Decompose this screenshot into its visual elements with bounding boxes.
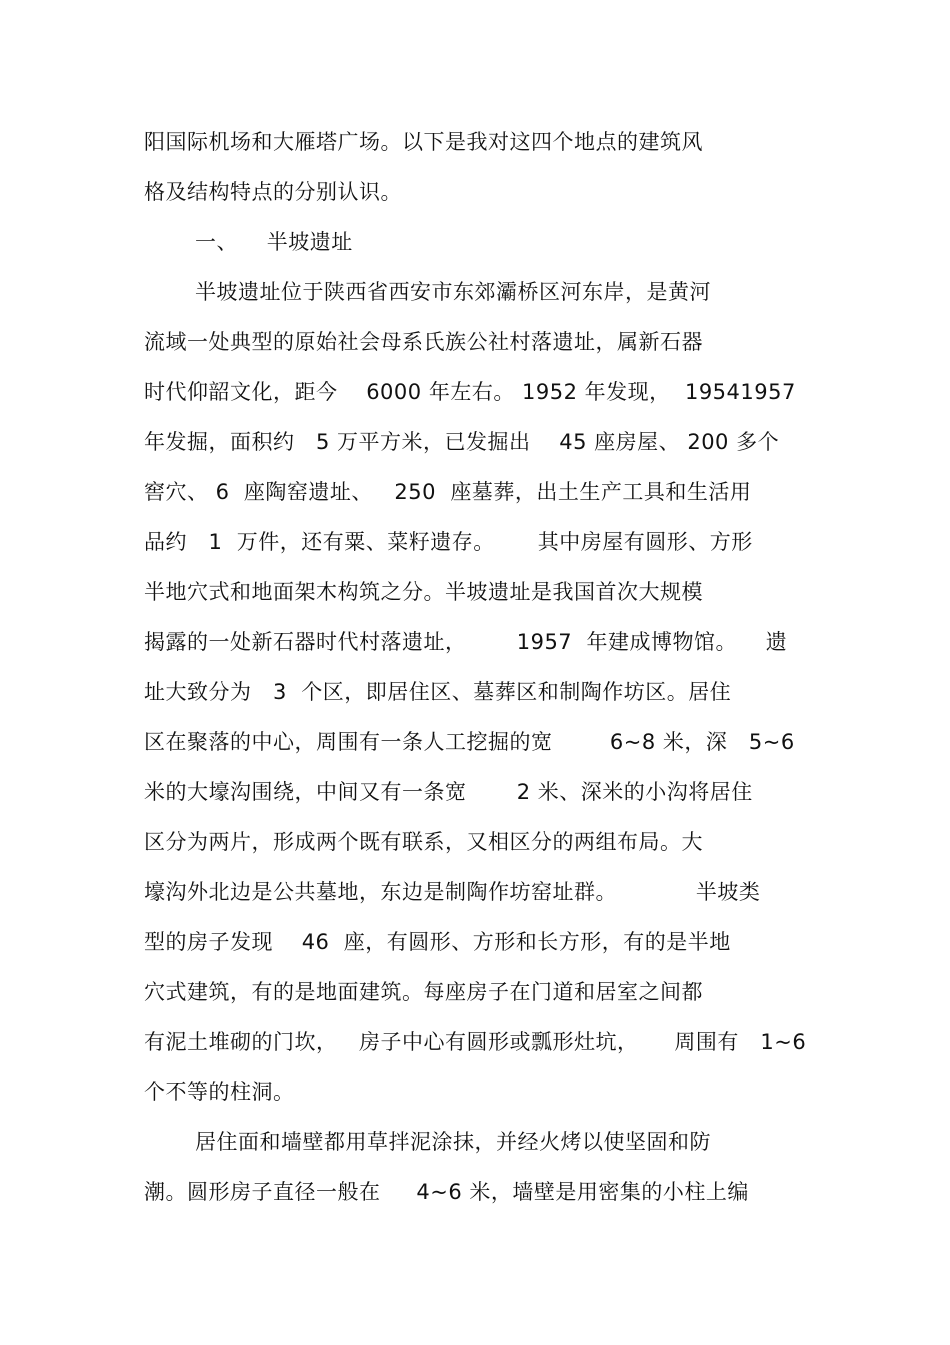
text-line: 型的房子发现 46 座，有圆形、方形和长方形，有的是半地 xyxy=(144,930,731,954)
text-line: 品约 1 万件，还有粟、菜籽遗存。 其中房屋有圆形、方形 xyxy=(144,530,753,554)
section-heading: 一、 半坡遗址 xyxy=(195,230,353,254)
text-line: 区分为两片，形成两个既有联系，又相区分的两组布局。大 xyxy=(144,830,703,854)
text-line: 揭露的一处新石器时代村落遗址， 1957 年建成博物馆。 遗 xyxy=(144,630,788,654)
text-line: 居住面和墙壁都用草拌泥涂抹，并经火烤以使坚固和防 xyxy=(195,1130,711,1154)
text-line: 流域一处典型的原始社会母系氏族公社村落遗址，属新石器 xyxy=(144,330,703,354)
text-line: 窖穴、 6 座陶窑遗址、 250 座墓葬，出土生产工具和生活用 xyxy=(144,480,752,504)
text-line: 半地穴式和地面架木构筑之分。半坡遗址是我国首次大规模 xyxy=(144,580,703,604)
text-line: 年发掘，面积约 5 万平方米，已发掘出 45 座房屋、 200 多个 xyxy=(144,430,780,454)
text-line: 穴式建筑，有的是地面建筑。每座房子在门道和居室之间都 xyxy=(144,980,703,1004)
text-line: 区在聚落的中心，周围有一条人工挖掘的宽 6~8 米，深 5~6 xyxy=(144,730,795,754)
text-line: 有泥土堆砌的门坎， 房子中心有圆形或瓢形灶坑， 周围有 1~6 xyxy=(144,1030,807,1054)
text-line: 潮。圆形房子直径一般在 4~6 米，墙壁是用密集的小柱上编 xyxy=(144,1180,749,1204)
text-line: 半坡遗址位于陕西省西安市东郊灞桥区河东岸，是黄河 xyxy=(195,280,711,304)
text-line: 壕沟外北边是公共墓地，东边是制陶作坊窑址群。 半坡类 xyxy=(144,880,761,904)
text-line: 格及结构特点的分别认识。 xyxy=(144,180,402,204)
text-line: 时代仰韶文化，距今 6000 年左右。 1952 年发现， 19541957 xyxy=(144,380,796,404)
text-line: 阳国际机场和大雁塔广场。以下是我对这四个地点的建筑风 xyxy=(144,130,703,154)
text-line: 址大致分为 3 个区，即居住区、墓葬区和制陶作坊区。居住 xyxy=(144,680,732,704)
text-line: 个不等的柱洞。 xyxy=(144,1080,295,1104)
text-line: 米的大壕沟围绕，中间又有一条宽 2 米、深米的小沟将居住 xyxy=(144,780,753,804)
